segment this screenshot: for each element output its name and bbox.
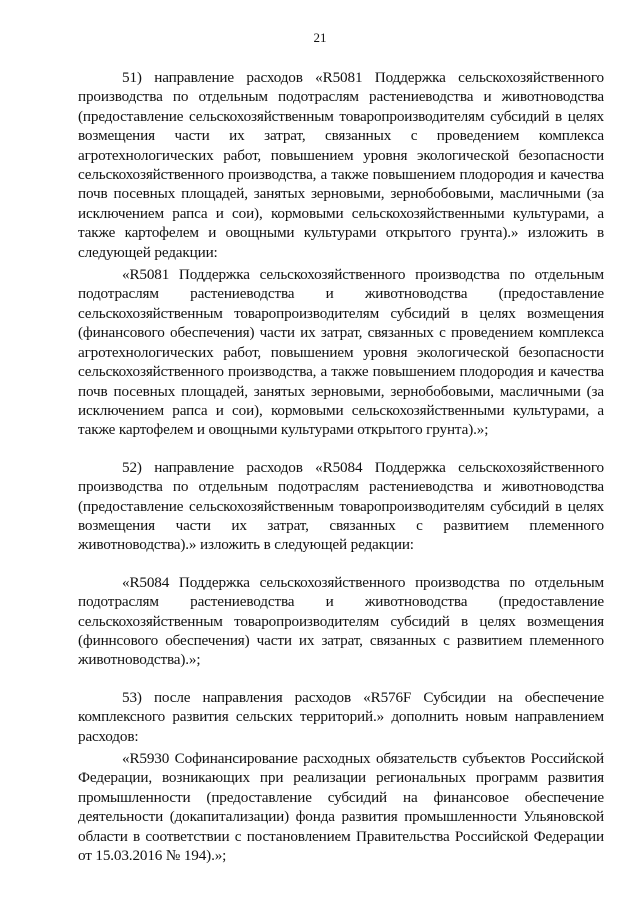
document-body — [78, 68, 604, 865]
page-number: 21 — [313, 30, 327, 45]
paragraph-52-new-text: «R5084 Поддержка сельскохозяйственного производства по отдельным подотраслям растениеводства и животноводства (предоставление сельскохозяйственным товаропроизводителям субсидий в целях возмещения (финнсового обеспечения) части их затрат, связанных с развитием племенного животноводства).»; — [78, 573, 604, 669]
paragraph-51-new-text: «R5081 Поддержка сельскохозяйственного производства по отдельным подотраслям растениеводства и животноводства (предоставление сельскохозяйственным товаропроизводителям субсидий в целях возмещения (финансового обеспечения) части их затрат, связанных с проведением комплекса агротехнологических работ, повышением уровня экологической безопасности сельскохозяйственного производства, а также повышением плодородия и качества почв посевных площадей, занятых зерновыми, зернобобовыми, масличными (за исключением рапса и сои), кормовыми сельскохозяйственными культурами, а также картофелем и овощными культурами открытого грунта).»; — [78, 266, 604, 439]
paragraph-53: 53) после направления расходов «R576F Субсидии на обеспечение комплексного развития сельских территорий.» дополнить новым направлением расходов: — [78, 688, 604, 745]
paragraph-52: 52) направление расходов «R5084 Поддержка сельскохозяйственного производства по отдельным подотраслям растениеводства и животноводства (предоставление сельскохозяйственным товаропроизводителям субсидий в целях возмещения части их затрат, связанных с развитием племенного животноводства).» изложить в следующей редакции: — [78, 458, 604, 554]
paragraph-53-new-text: «R5930 Софинансирование расходных обязательств субъектов Российской Федерации, возникающих при реализации региональных программ развития промышленности (предоставление субсидий на финансовое обеспечение деятельности (докапитализации) фонда развития промышленности Ульяновской области в соответствии с постановлением Правительства Российской Федерации от 15.03.2016 № 194).»; — [78, 750, 604, 865]
paragraph-51: 51) направление расходов «R5081 Поддержка сельскохозяйственного производства по отдельным подотраслям растениеводства и животноводства (предоставление сельскохозяйственным товаропроизводителям субсидий в целях возмещения части их затрат, связанных с проведением комплекса агротехнологических работ, повышением уровня экологической безопасности сельскохозяйственного производства, а также повышением плодородия и качества почв посевных площадей, занятых зерновыми, зернобобовыми, масличными (за исключением рапса и сои), кормовыми сельскохозяйственными культурами, а также картофелем и овощными культурами открытого грунта).» изложить в следующей редакции: — [78, 69, 604, 261]
